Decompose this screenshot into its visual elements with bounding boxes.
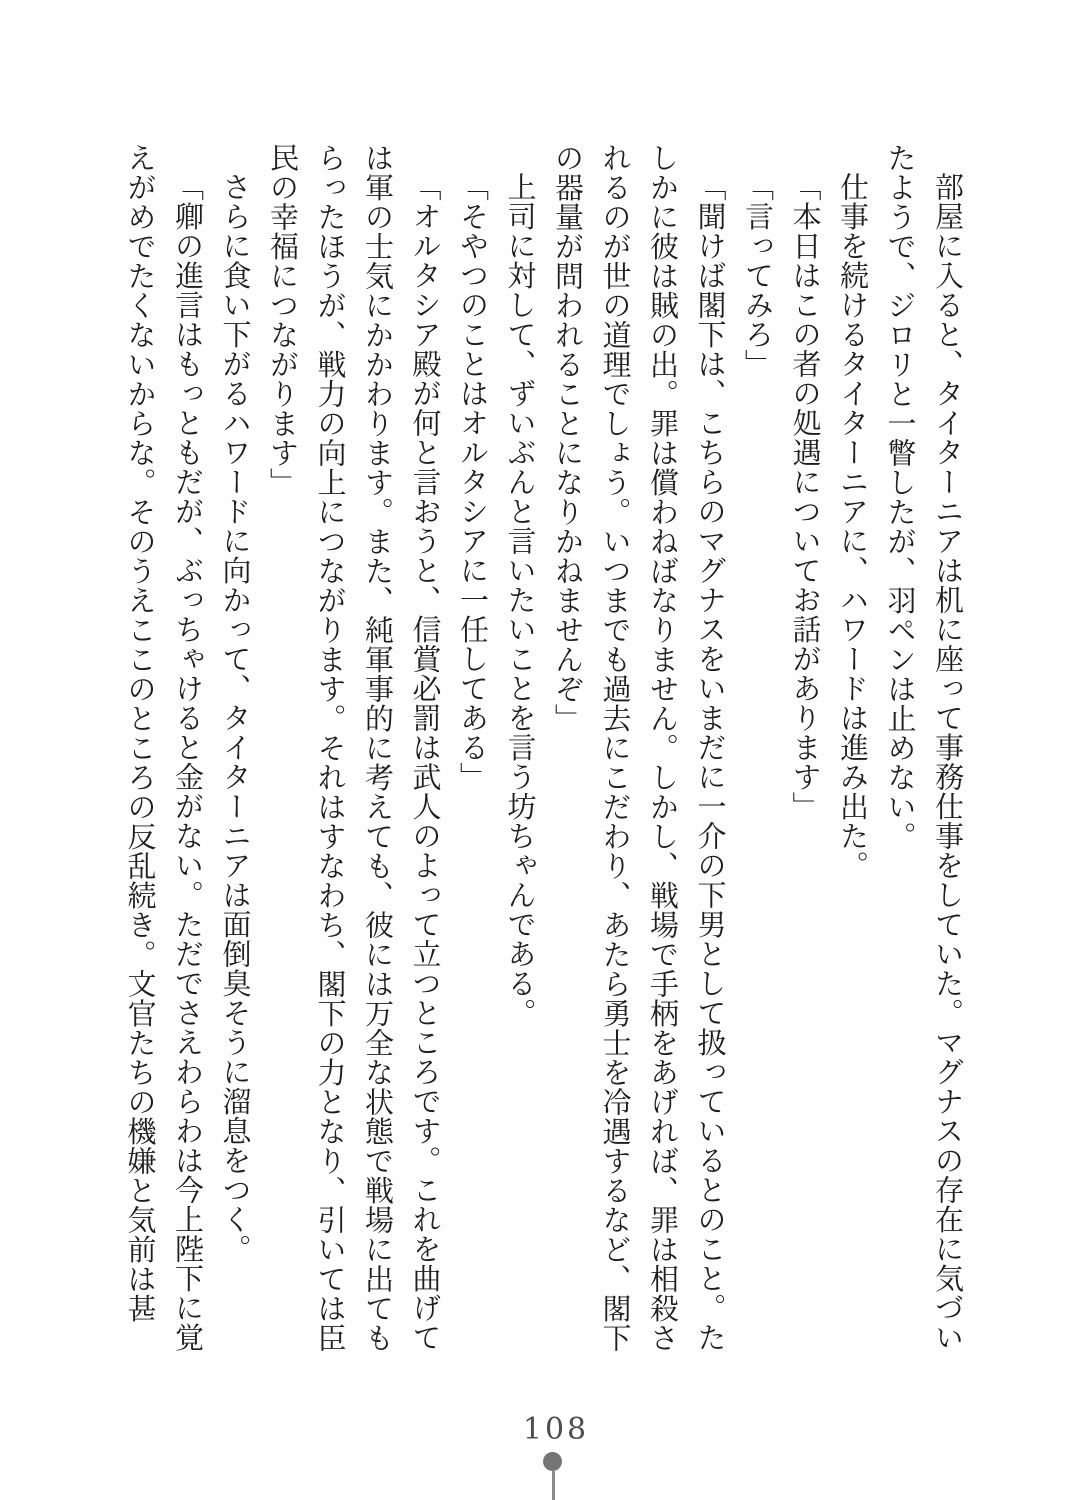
paragraph-dialogue: 「本日はこの者の処遇についてお話があります」 (788, 172, 821, 821)
marker-dot (543, 1452, 562, 1471)
vertical-text-block (98, 143, 970, 1358)
paragraph-dialogue: 「卿の進言はもっともだが、ぶっちゃけると金がない。ただでさえわらわは今上陛下に覚えがめでたくないからな。そのうえここのところの反乱続き。文官たちの機嫌と気前は甚 (123, 143, 203, 1352)
paragraph-narration: さらに食い下がるハワードに向かって、タイターニアは面倒臭そうに溜息をつく。 (218, 172, 251, 1264)
page-number: 108 (522, 1412, 590, 1447)
page-marker-icon (543, 1452, 563, 1500)
paragraph-narration: 上司に対して、ずいぶんと言いたいことを言う坊ちゃんである。 (503, 172, 536, 1028)
paragraph-narration: 部屋に入ると、タイターニアは机に座って事務仕事をしていた。マグナスの存在に気づいたようで、ジロリと一瞥したが、羽ペンは止めない。 (883, 143, 963, 1352)
page-footer (0, 1408, 1068, 1500)
paragraph-dialogue: 「オルタシア殿が何と言おうと、信賞必罰は武人のよって立つところです。これを曲げては軍の士気にかかわります。また、純軍事的に考えても、彼には万全な状態で戦場に出てもらったほうが、戦力の向上につながります。それはすなわち、閣下の力となり、引いては臣民の幸福につながります」 (266, 143, 441, 1353)
paragraph-dialogue: 「言ってみろ」 (741, 172, 773, 379)
marker-stem (552, 1471, 555, 1500)
paragraph-narration: 仕事を続けるタイターニアに、ハワードは進み出た。 (836, 172, 868, 880)
paragraph-dialogue: 「聞けば閣下は、こちらのマグナスをいまだに一介の下男として扱っているとのこと。たしかに彼は賊の出。罪は償わねばなりません。しかし、戦場で手柄をあげれば、罪は相殺されるのが世の道理でしょう。いつまでも過去にこだわり、あたら勇士を冷遇するなど、閣下の器量が問われることになりかねませんぞ」 (551, 143, 726, 1353)
paragraph-dialogue: 「そやつのことはオルタシアに一任してある」 (456, 172, 488, 792)
